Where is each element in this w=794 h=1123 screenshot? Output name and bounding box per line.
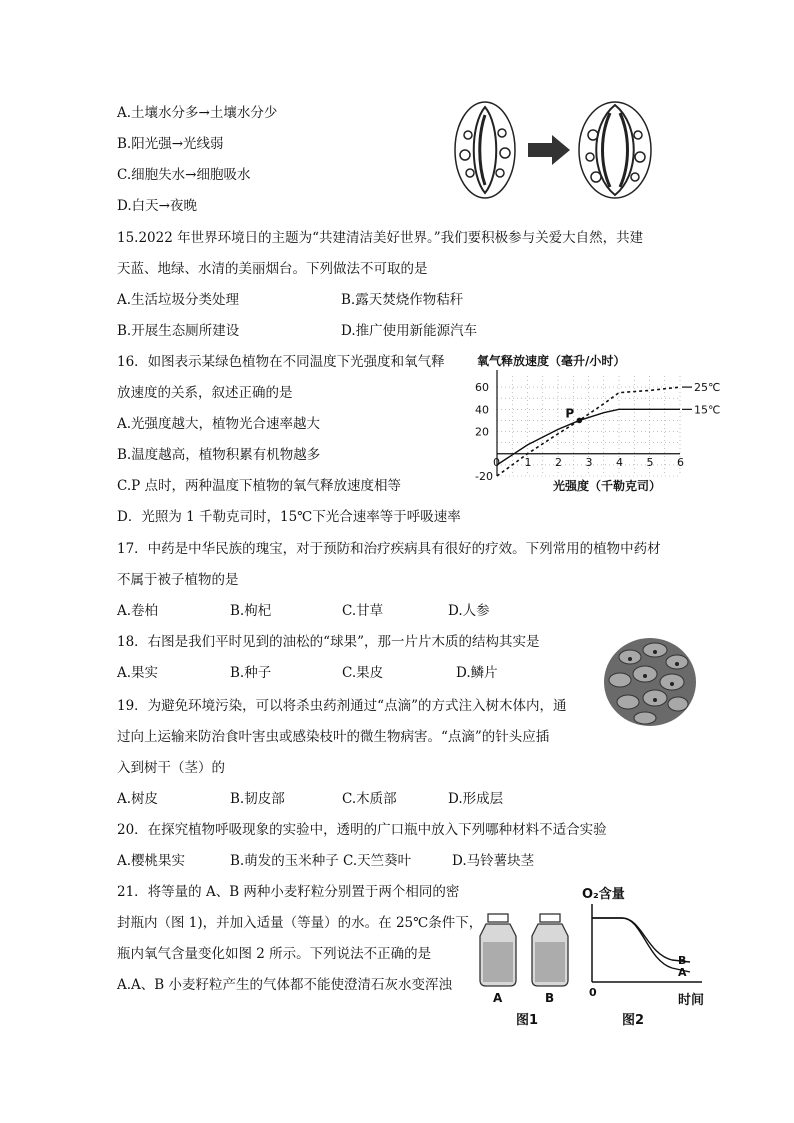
q21-figure1-bottles <box>478 912 578 1032</box>
bottle-a-label: A <box>493 991 503 1005</box>
q18-option-c: C.果皮 <box>342 665 384 681</box>
bottle-a <box>480 914 516 986</box>
chart-xlabel: 光强度（千勒克司） <box>553 479 662 493</box>
q14-option-c: C.细胞失水→细胞吸水 <box>117 167 251 183</box>
figure1-caption: 图1 <box>516 1013 539 1028</box>
curve-b-label: B <box>678 954 687 967</box>
chart-legend-label: 25℃ <box>694 381 721 395</box>
q21-stem-line3: 瓶内氧气含量变化如图 2 所示。下列说法不正确的是 <box>117 946 432 962</box>
q14-option-b: B.阳光强→光线弱 <box>117 136 224 152</box>
bottle-b <box>532 914 568 986</box>
chart-origin-label: 0 <box>493 455 500 469</box>
q19-option-d: D.形成层 <box>448 791 504 807</box>
q19-option-b: B.韧皮部 <box>230 791 285 807</box>
q18-stem: 18．右图是我们平时见到的油松的“球果”，那一片片木质的结构其实是 <box>117 634 540 650</box>
stoma-open-illustration <box>455 102 515 198</box>
q16-option-d: D．光照为 1 千勒克司时，15℃下光合速率等于呼吸速率 <box>117 509 461 525</box>
q15-stem-line1: 15.2022 年世界环境日的主题为“共建清洁美好世界。”我们要积极参与关爱大自然，共建 <box>117 230 644 246</box>
figure2-origin: 0 <box>589 986 597 999</box>
chart-ylabel: 氧气释放速度（毫升/小时） <box>477 354 626 368</box>
figure2-xlabel: 时间 <box>678 993 705 1008</box>
chart-x-tick-label: 6 <box>677 455 684 469</box>
stomata-figure <box>450 95 660 205</box>
q17-option-b: B.枸杞 <box>230 603 272 619</box>
chart-y-tick-label: -20 <box>475 470 493 483</box>
chart-y-tick-label: 20 <box>475 425 489 439</box>
q18-option-a: A.果实 <box>117 665 159 681</box>
q21-figure2-o2-chart <box>582 882 732 1027</box>
q17-option-a: A.卷柏 <box>117 603 159 619</box>
chart-y-tick-label: 40 <box>475 403 489 417</box>
chart-x-tick-label: 3 <box>585 455 593 469</box>
q17-stem-line1: 17．中药是中华民族的瑰宝，对于预防和治疗疾病具有很好的疗效。下列常用的植物中药材 <box>117 541 661 557</box>
chart-x-tick-label: 4 <box>616 455 623 469</box>
q14-option-a: A.土壤水分多→土壤水分少 <box>117 105 278 121</box>
q16-option-a: A.光强度越大，植物光合速率越大 <box>117 416 321 432</box>
q20-option-a: A.樱桃果实 <box>117 853 186 869</box>
figure2-caption: 图2 <box>622 1013 645 1027</box>
chart-x-tick-label: 5 <box>646 455 654 469</box>
arrow-icon <box>528 135 570 165</box>
q20-option-bc: B.萌发的玉米种子 C.天竺葵叶 <box>230 853 412 869</box>
q19-stem-line3: 入到树干（茎）的 <box>117 760 225 776</box>
q14-option-d: D.白天→夜晚 <box>117 198 197 214</box>
q16-option-c: C.P 点时，两种温度下植物的氧气释放速度相等 <box>117 478 402 494</box>
q16-stem-line1: 16．如图表示某绿色植物在不同温度下光强度和氧气释 <box>117 354 445 370</box>
curve-b-line <box>592 918 690 962</box>
q15-stem-line2: 天蓝、地绿、水清的美丽烟台。下列做法不可取的是 <box>117 261 428 277</box>
q21-stem-line2: 封瓶内（图 1)，并加入适量（等量）的水。在 25℃条件下， <box>117 915 483 931</box>
curve-a-label: A <box>678 966 687 979</box>
oxygen-release-chart <box>465 352 745 497</box>
q17-stem-line2: 不属于被子植物的是 <box>117 572 239 588</box>
q17-option-c: C.甘草 <box>342 603 384 619</box>
q15-option-a: A.生活垃圾分类处理 <box>117 292 240 308</box>
chart-point-p <box>577 418 583 424</box>
q21-option-a: A.A、B 小麦籽粒产生的气体都不能使澄清石灰水变浑浊 <box>117 977 453 993</box>
q16-option-b: B.温度越高，植物积累有机物越多 <box>117 447 321 463</box>
q15-option-d: D.推广使用新能源汽车 <box>341 323 478 339</box>
curve-a-line <box>592 918 690 972</box>
q19-option-c: C.木质部 <box>342 791 397 807</box>
chart-ticks <box>475 381 684 483</box>
q17-option-d: D.人参 <box>448 603 490 619</box>
q20-option-d: D.马铃薯块茎 <box>452 853 535 869</box>
stoma-closed-illustration <box>579 102 651 198</box>
q15-option-c: B.开展生态厕所建设 <box>117 323 240 339</box>
chart-legend <box>682 381 720 416</box>
q19-option-a: A.树皮 <box>117 791 159 807</box>
q21-stem-line1: 21．将等量的 A、B 两种小麦籽粒分别置于两个相同的密 <box>117 884 460 900</box>
chart-point-p-label: P <box>565 406 575 421</box>
q18-option-b: B.种子 <box>230 665 272 681</box>
q19-stem-line2: 过向上运输来防治食叶害虫或感染枝叶的微生物病害。“点滴”的针头应插 <box>117 729 550 745</box>
chart-y-tick-label: 60 <box>475 381 489 395</box>
q15-option-b: B.露天焚烧作物秸秆 <box>341 292 464 308</box>
pine-cone-illustration <box>600 632 700 732</box>
q16-stem-line2: 放速度的关系，叙述正确的是 <box>117 385 293 401</box>
q20-stem: 20．在探究植物呼吸现象的实验中，透明的广口瓶中放入下列哪种材料不适合实验 <box>117 822 607 838</box>
chart-legend-label: 15℃ <box>694 403 721 417</box>
q18-option-d: D.鳞片 <box>456 665 498 681</box>
bottle-b-label: B <box>545 991 555 1005</box>
chart-x-tick-label: 2 <box>555 455 562 469</box>
figure2-ylabel: O₂含量 <box>582 887 625 902</box>
chart-x-tick-label: 1 <box>524 455 532 469</box>
q19-stem-line1: 19．为避免环境污染，可以将杀虫药剂通过“点滴”的方式注入树木体内，通 <box>117 698 567 714</box>
